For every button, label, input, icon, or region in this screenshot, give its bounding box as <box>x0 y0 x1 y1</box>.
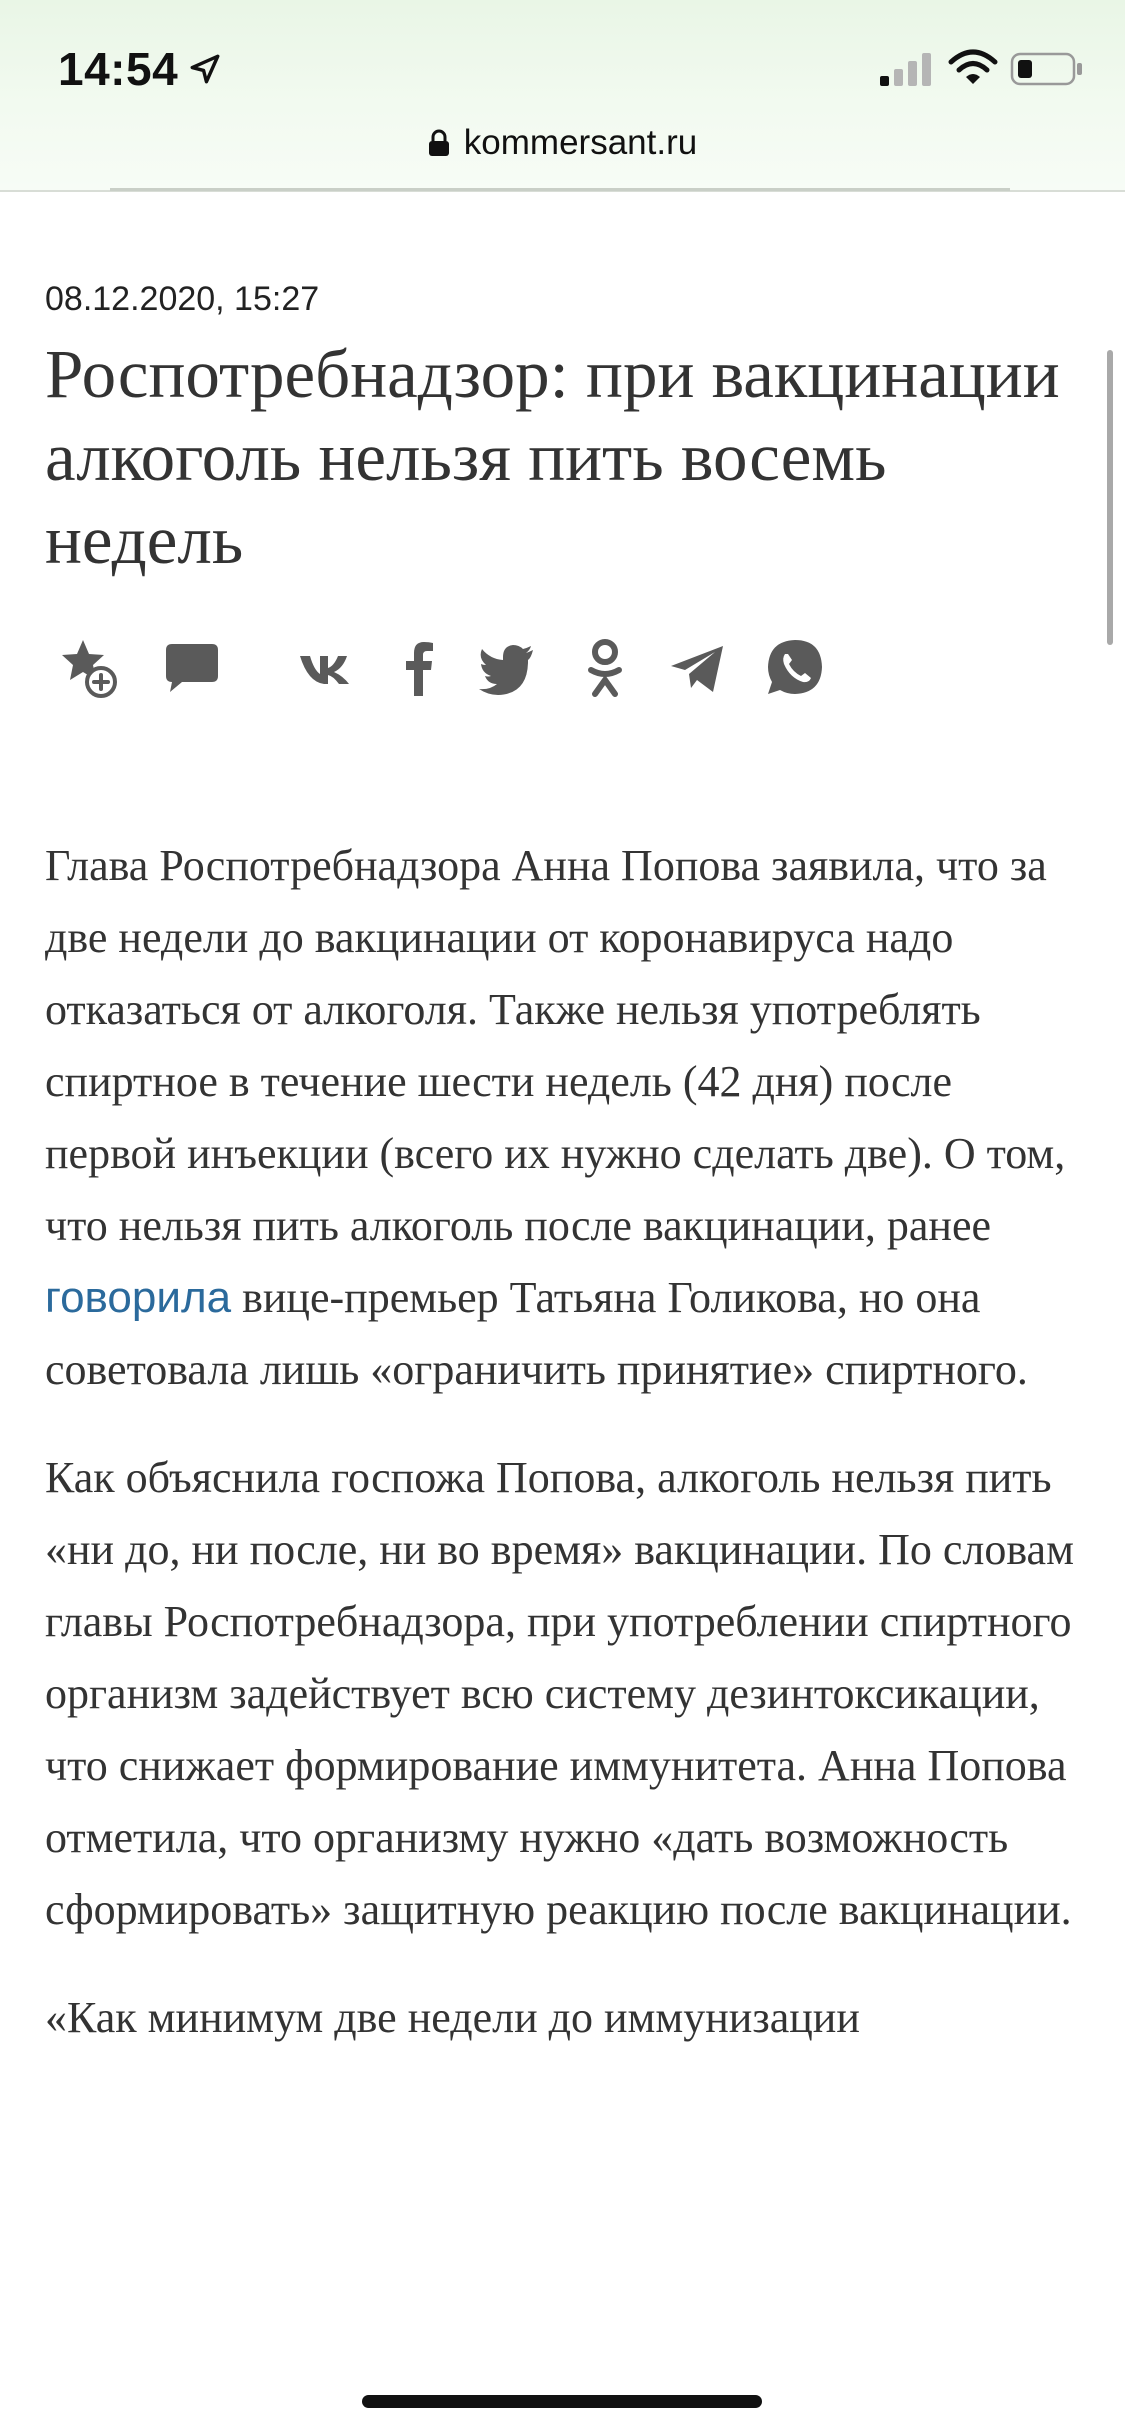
article-link[interactable]: говорила <box>45 1273 232 1322</box>
twitter-icon[interactable] <box>475 636 539 700</box>
article-paragraph: «Как минимум две недели до иммунизации <box>45 1993 860 2042</box>
address-bar[interactable] <box>0 118 1125 168</box>
paragraph-text: вице-премьер Татьяна Голикова, но она советовала лишь «ограничить принятие» спиртного. <box>45 1273 1028 1394</box>
comment-icon[interactable] <box>160 636 224 700</box>
lock-icon <box>428 129 450 157</box>
favorite-add-icon[interactable] <box>59 636 123 700</box>
clock-time: 14:54 <box>58 43 179 95</box>
home-indicator[interactable] <box>362 2395 762 2408</box>
article-date: 08.12.2020, 15:27 <box>45 280 320 318</box>
scrollbar-thumb[interactable] <box>1107 350 1113 645</box>
facebook-icon[interactable] <box>387 636 451 700</box>
whatsapp-icon[interactable] <box>763 636 827 700</box>
wifi-icon <box>948 48 998 88</box>
battery-icon <box>1010 52 1084 86</box>
cellular-signal-icon <box>878 52 934 86</box>
paragraph-text: Глава Роспотребнадзора Анна Попова заявила, что за две недели до вакцинации от коронавируса надо отказаться от алкоголя. Также нельзя употреблять спиртное в течение шести недель (42 дня) после первой инъекции (всего их нужно сделать две). О том, что нельзя пить алкоголь после вакцинации, ранее <box>45 841 1066 1250</box>
browser-status-bar <box>0 0 1125 192</box>
article-body <box>45 830 1085 2054</box>
url-text[interactable]: kommersant.ru <box>463 123 698 162</box>
article-paragraph <box>45 830 1085 1406</box>
article-title: Роспотребнадзор: при вакцинации алкоголь нельзя пить восемь недель <box>45 336 1060 578</box>
page-load-divider <box>110 188 1010 191</box>
location-arrow-icon <box>188 52 222 86</box>
telegram-icon[interactable] <box>665 636 729 700</box>
vk-icon[interactable] <box>296 636 360 700</box>
article <box>45 280 1085 2090</box>
share-toolbar <box>45 636 1085 736</box>
article-paragraph: Как объяснила госпожа Попова, алкоголь нельзя пить «ни до, ни после, ни во время» вакцинации. По словам главы Роспотребнадзора, при употреблении спиртного организм задействует всю систему дезинтоксикации, что снижает формирование иммунитета. Анна Попова отметила, что организму нужно «дать возможность сформировать» защитную реакцию после вакцинации. <box>45 1453 1074 1934</box>
odnoklassniki-icon[interactable] <box>573 636 637 700</box>
